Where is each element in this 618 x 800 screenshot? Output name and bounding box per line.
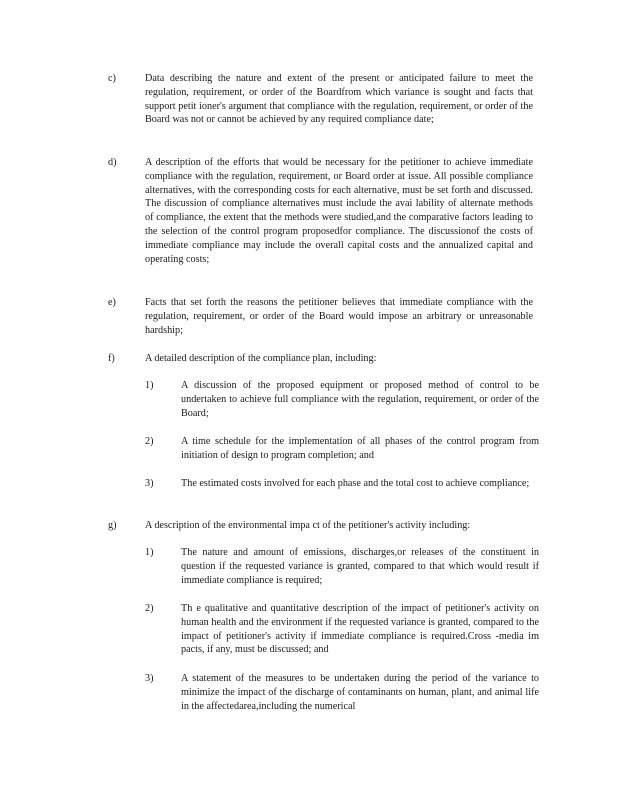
item-marker: d) [108,157,117,168]
item-marker: f) [108,353,115,364]
item-text: Th e qualitative and quantitative description of the impact of petitioner's activity on human health and the environment if the requested variance is granted, compared to the impact of petitioner's activity if immediate compliance is required.Cross -media im pacts, if any, must be discussed; and [181,603,539,656]
item-text: The estimated costs involved for each phase and the total cost to achieve compliance; [181,478,530,489]
item-text: A detailed description of the compliance plan, including: [145,353,377,364]
item-marker: 3) [145,673,154,684]
item-text: A time schedule for the implementation of all phases of the control program from initiation of design to program completion; and [181,436,539,461]
item-marker: 3) [145,478,154,489]
item-text: Facts that set forth the reasons the petitioner believes that immediate compliance with the regulation, requirement, or order of the Board would impose an arbitrary or unreasonable hardship; [145,297,533,336]
item-text: A discussion of the proposed equipment or proposed method of control to be undertaken to achieve full compliance with the regulation, requirement, or order of the Board; [181,380,539,419]
item-marker: 2) [145,436,154,447]
item-text: A description of the efforts that would be necessary for the petitioner to achieve immediate compliance with the regulation, requirement, or Board order at issue. All possible compliance alternatives, with the corresponding costs for each alternative, must be set forth and discussed. The discussion of compliance alternatives must include the avai lability of alternate methods of compliance, the extent that the methods were studied,and the comparative factors leading to the selection of the control program proposedfor compliance. The discussionof the costs of immediate compliance may include the overall capital costs and the annualized capital and operating costs; [145,157,533,265]
item-marker: e) [108,297,116,308]
item-text: The nature and amount of emissions, discharges,or releases of the constituent in question if the requested variance is granted, compared to that which would result if immediate compliance is required; [181,547,539,586]
item-marker: 1) [145,547,154,558]
item-text: A description of the environmental impa ct of the petitioner's activity including: [145,520,471,531]
item-marker: g) [108,520,117,531]
item-text: Data describing the nature and extent of the present or anticipated failure to meet the regulation, requirement, or order of the Boardfrom which variance is sought and facts that support petit ioner's argument that compliance with the regulation, requirement, or order of the Board was not or cannot be achieved by any required compliance date; [145,73,533,126]
item-marker: c) [108,73,116,84]
item-marker: 2) [145,603,154,614]
item-marker: 1) [145,380,154,391]
item-text: A statement of the measures to be undertaken during the period of the variance to minimize the impact of the discharge of contaminants on human, plant, and animal life in the affectedarea,including the numerical [181,673,539,712]
